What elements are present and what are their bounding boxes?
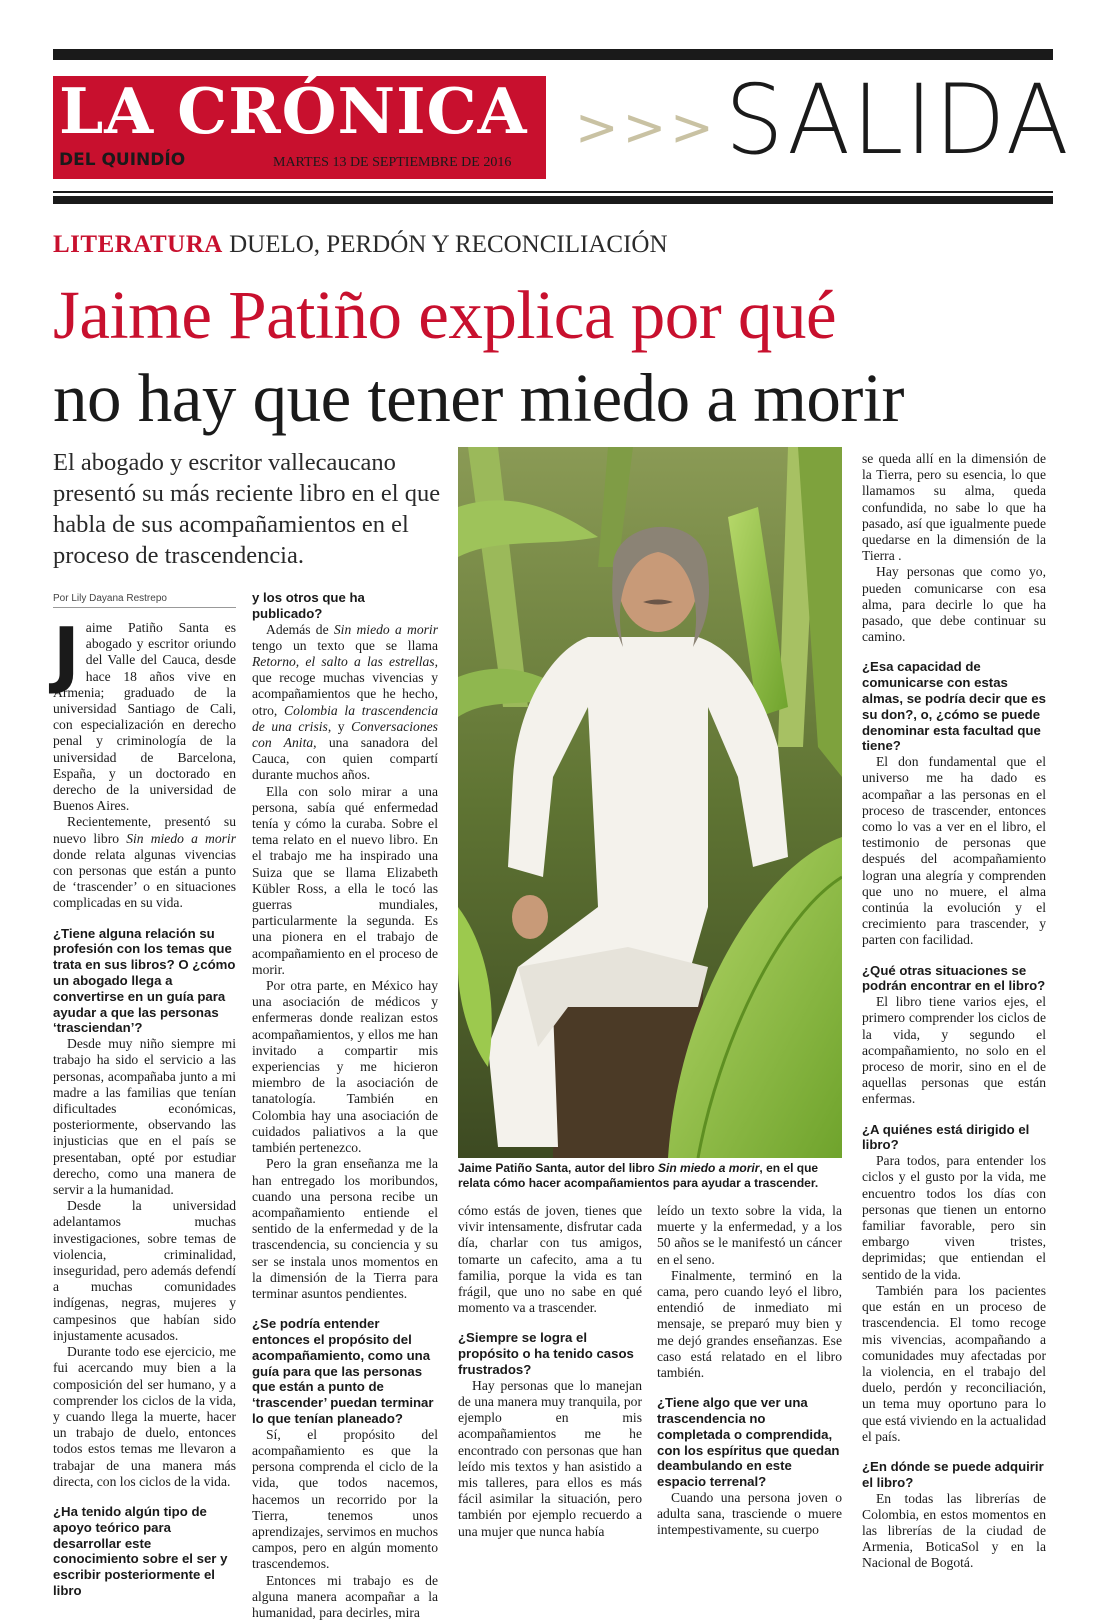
headline-line-1: Jaime Patiño explica por qué: [53, 277, 837, 353]
paragraph: cómo estás de joven, tienes que vivir intensamente, disfrutar cada día, charlar con tus amigos, tomarte un cafecito, ama a tu familia, porque la vida es tan frágil, que uno no sabe en qué momento va a trascender.: [458, 1203, 642, 1316]
paragraph: Cuando una persona joven o adulta sana, trasciende o muere intempestivamente, su cuerpo: [657, 1490, 842, 1538]
paragraph: Por otra parte, en México hay una asociación de médicos y enfermeras donde realizan estos acompañamientos, y ellos me han invitado a compartir mis experiencias y me hicieron miembro de la asociación de tanatología. También en Colombia hay una asociación de cuidados paliativos a la que también pertenezco.: [252, 978, 438, 1156]
article-column-3: [458, 1203, 642, 1540]
book-title: Conversaciones con Anita: [252, 718, 438, 751]
portrait-photo-illustration: [458, 447, 842, 1158]
section-name: SALIDA: [725, 64, 1071, 176]
paragraph: Hay personas que lo manejan de una manera muy tranquila, por ejemplo en mis acompañamientos me he encontrado con personas que han leído mis textos y han asistido a mis talleres, para ellos es más fácil asimilar la situación, pero también por ejemplo recuerdo a una mujer que nunca había: [458, 1377, 642, 1539]
paragraph: Durante todo ese ejercicio, me fui acercando muy bien a la composición del ser humano, y a comprender los ciclos de la vida, y cuando llega la muerte, hacer un trabajo de duelo, entonces todos estos temas me llevaron a trabajar de una manera más directa, con los ciclos de la vida.: [53, 1344, 236, 1489]
headline-line-2: no hay que tener miedo a morir: [53, 360, 905, 436]
newspaper-logo[interactable]: [53, 76, 546, 179]
issue-date: MARTES 13 DE SEPTIEMBRE DE 2016: [273, 155, 512, 170]
interview-question: ¿Esa capacidad de comunicarse con estas almas, se podría decir que es su don?, o, ¿cómo se puede denominar esta facultad que tiene?: [862, 659, 1046, 754]
logo-title: LA CRÓNICA: [59, 74, 528, 148]
paragraph: También para los pacientes que están en un proceso de trascendencia. El tomo recoge mis vivencias, acompañando a comunidades muy afectadas por la violencia, en el trabajo del duelo, perdón y reconciliación, un tema muy oportuno para lo que está viviendo en la actualidad el país.: [862, 1282, 1046, 1444]
book-title: Sin miedo a morir: [658, 1161, 760, 1175]
article-column-1: [53, 612, 236, 1599]
interview-question: ¿A quiénes está dirigido el libro?: [862, 1121, 1030, 1153]
paragraph: Entonces mi trabajo es de alguna manera acompañar a la humanidad, para decirles, mira: [252, 1572, 438, 1620]
masthead-thick-rule: [53, 196, 1053, 204]
paragraph: Recientemente, presentó su nuevo libro Sin miedo a morir donde relata algunas vivencias con personas que están a punto de ‘trascender’ o en situaciones complicadas en su vida.: [53, 814, 236, 911]
interview-question: ¿Siempre se logra el propósito o ha tenido casos frustrados?: [458, 1330, 634, 1378]
interview-question: ¿Tiene algo que ver una trascendencia no completada o comprendida, con los espíritus que quedan deambulando en este espacio terrenal?: [657, 1395, 840, 1490]
article-column-5: [862, 451, 1046, 1572]
photo-caption: Jaime Patiño Santa, autor del libro Sin miedo a morir, en el que relata cómo hacer acompañamientos para ayudar a trascender.: [458, 1161, 819, 1190]
section-arrows: >>>: [575, 98, 718, 158]
paragraph: En todas las librerías de Colombia, en estos momentos en las librerías de la ciudad de Armenia, BoticaSol y en la Nacional de Bogotá.: [862, 1490, 1046, 1571]
article-byline: Por Lily Dayana Restrepo: [53, 593, 236, 608]
interview-question: ¿Qué otras situaciones se podrán encontrar en el libro?: [862, 962, 1046, 994]
article-lede: El abogado y escritor vallecaucano presentó su más reciente libro en el que habla de sus acompañamientos en el proceso de trascendencia.: [53, 449, 441, 569]
book-title: Sin miedo a morir: [333, 621, 438, 637]
interview-question: ¿Ha tenido algún tipo de apoyo teórico para desarrollar este conocimiento sobre el ser y escribir posteriormente el libro: [53, 1503, 228, 1598]
paragraph: Desde muy niño siempre mi trabajo ha sido el servicio a las personas, acompañaba junto a mi madre a las familias que tenían dificultades económicas, posteriormente, observando las injusticias que en el país se presentaban, opté por estudiar derecho, como una manera de servir a la humanidad.: [53, 1036, 236, 1198]
paragraph: leído un texto sobre la vida, la muerte y la enfermedad, y a los 50 años se le manifestó un cáncer en el seno.: [657, 1203, 842, 1267]
paragraph: El libro tiene varios ejes, el primero comprender los ciclos de la vida, y segundo el acompañamiento, no solo en el proceso de morir, sino en el de aquellas personas que están enfermas.: [862, 994, 1046, 1107]
logo-subtitle: DEL QUINDÍO: [59, 150, 186, 170]
paragraph: Sí, el propósito del acompañamiento es que la persona comprenda el ciclo de la vida, que todos nacemos, hacemos un recorrido por la Tierra, tenemos unos aprendizajes, servimos en muchos campos, pero en algún momento trascendemos.: [252, 1426, 438, 1572]
book-title: Retorno, el salto a las estrellas: [252, 654, 435, 669]
paragraph: Finalmente, terminó en la cama, pero cuando leyó el libro, entendió de inmediato mi mensaje, se preparó muy bien y me dejó grandes enseñanzas. Ese caso está relatado en el libro también.: [657, 1267, 842, 1381]
paragraph: Ella con solo mirar a una persona, sabía qué enfermedad tenía y cómo la curaba. Sobre el tema relato en el nuevo libro. En el trabajo me ha inspirado una Suiza que se llama Elizabeth Kübler Ross, a ella le tocó las guerras mundiales, particularmente la segunda. Es una pionera en el trabajo de acompañamiento en el proceso de morir.: [252, 783, 438, 977]
article-kicker: [53, 231, 668, 259]
paragraph: Desde la universidad adelantamos muchas investigaciones, sobre temas de violencia, criminalidad, inseguridad, pero además defendí a muchas comunidades indígenas, negras, mujeres y campesinos que habían sido injustamente acusados.: [53, 1198, 236, 1343]
book-title: Sin miedo a morir: [126, 830, 236, 846]
interview-question: ¿Se podría entender entonces el propósito del acompañamiento, como una guía para que las personas que están a punto de ‘trascender’ puedan terminar lo que tenían planeado?: [252, 1316, 434, 1426]
interview-question: ¿En dónde se puede adquirir el libro?: [862, 1458, 1044, 1490]
paragraph: Además de Sin miedo a morir tengo un texto que se llama Retorno, el salto a las estrellas, que recoge muchas vivencias y acompañamientos que he hecho, otro, Colombia la trascendencia de una crisis, y Conversaciones con Anita, una sanadora del Cauca, con quien compartí durante muchos años.: [252, 621, 438, 783]
paragraph: Jaime Patiño Santa es abogado y escritor oriundo del Valle del Cauca, desde hace 18 años vive en Armenia; graduado de la universidad Santiago de Cali, con especialización en derecho penal y criminología de la universidad de Barcelona, España, y un doctorado en derecho de la universidad de Buenos Aires.: [53, 612, 236, 814]
kicker-subject: DUELO, PERDÓN Y RECONCILIACIÓN: [229, 231, 668, 258]
paragraph: El don fundamental que el universo me ha dado es acompañar a las personas en el proceso de trascender, entonces como lo vas a ver en el libro, el testimonio de personas que después del acompañamiento logran una alegría y comprenden que uno no muere, el alma continúa la evolución y el crecimiento para trascender, y parten con facilidad.: [862, 754, 1046, 948]
paragraph: Para todos, para entender los ciclos y el gusto por la vida, me encuentro todos los días con personas que tienen un entorno familiar favorable, pero sin embargo viven tristes, deprimidas; que entiendan el sentido de la vida.: [862, 1153, 1046, 1282]
paragraph: Pero la gran enseñanza me la han entregado los moribundos, cuando una persona recibe un acompañamiento entiende el sentido de la enfermedad y de la trascendencia, su conciencia y su ser se instala unos momentos en la dimensión de la Tierra para terminar asuntos pendientes.: [252, 1156, 438, 1301]
article-column-2: [252, 590, 438, 1621]
paragraph: Hay personas que como yo, pueden comunicarse con esa alma, para decirle lo que ha pasado, que debe continuar su camino.: [862, 564, 1046, 645]
kicker-category: LITERATURA: [53, 231, 223, 258]
masthead-top-rule: [53, 49, 1053, 60]
portrait-photo: [458, 447, 842, 1158]
masthead-thin-rule: [53, 191, 1053, 193]
book-title: Colombia la trascendencia de una crisis: [252, 702, 438, 734]
interview-question: y los otros que ha publicado?: [252, 590, 365, 621]
paragraph: se queda allí en la dimensión de la Tierra, pero su esencia, lo que llamamos su alma, queda confundida, no sabe lo que ha pasado, así que igualmente puede quedarse en la dimensión de la Tierra .: [862, 451, 1046, 564]
interview-question: ¿Tiene alguna relación su profesión con los temas que trata en sus libros? O ¿cómo un abogado llega a convertirse en un guía para ayudar a que las personas ‘trasciendan’?: [53, 925, 236, 1036]
drop-cap: J: [53, 612, 80, 696]
article-column-4: [657, 1203, 842, 1539]
